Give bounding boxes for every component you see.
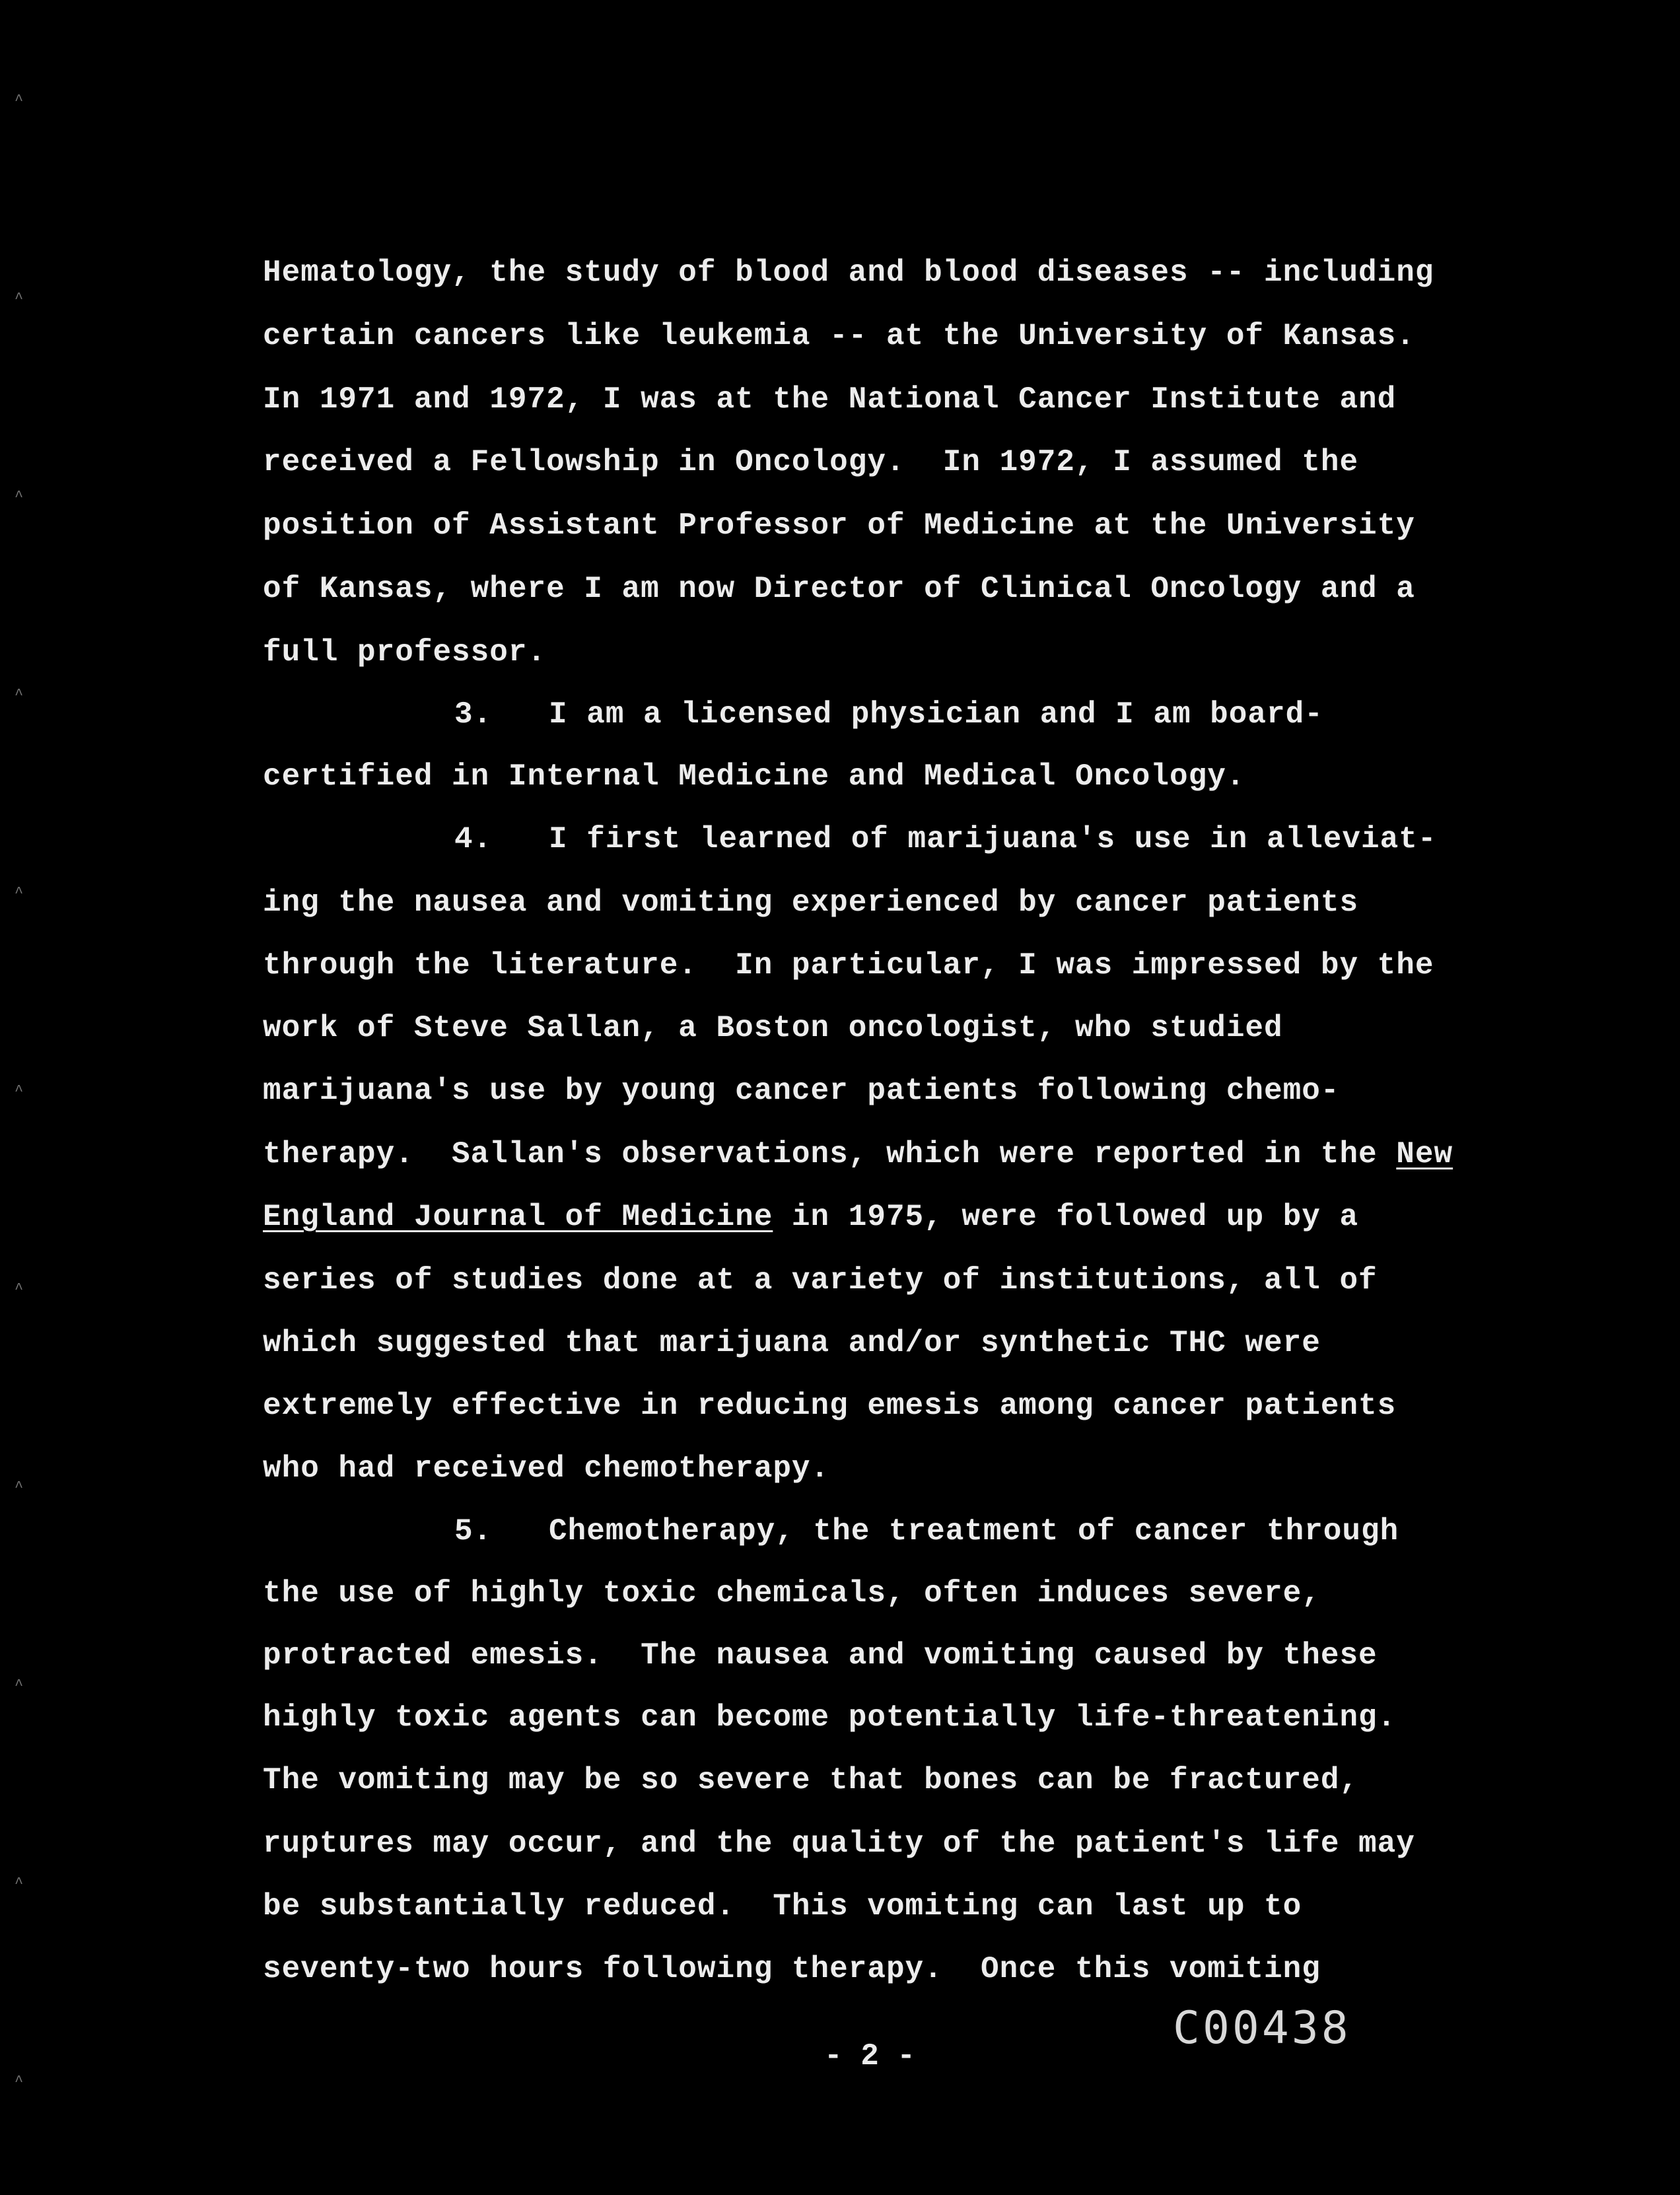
scan-edge-mark: ^ bbox=[15, 1875, 24, 1892]
text-line-1: Hematology, the study of blood and blood diseases -- including bbox=[263, 256, 1434, 290]
scan-edge-mark: ^ bbox=[15, 291, 24, 307]
text-line-3: In 1971 and 1972, I was at the National Cancer Institute and bbox=[263, 382, 1397, 417]
scan-edge-mark: ^ bbox=[15, 1479, 24, 1496]
text-line-23: protracted emesis. The nausea and vomiting caused by these bbox=[263, 1638, 1378, 1673]
text-line-24: highly toxic agents can become potentially life-threatening. bbox=[263, 1700, 1397, 1735]
text-line-14: marijuana's use by young cancer patients following chemo- bbox=[263, 1074, 1340, 1108]
text-line-11: ing the nausea and vomiting experienced by cancer patients bbox=[263, 886, 1359, 920]
bates-number: C00438 bbox=[1173, 2002, 1351, 2054]
text-line-7: full professor. bbox=[263, 635, 547, 670]
text-line-15-main: therapy. Sallan's observations, which were reported in the bbox=[263, 1137, 1397, 1171]
scan-edge-mark: ^ bbox=[15, 489, 24, 505]
text-line-19: extremely effective in reducing emesis among cancer patients bbox=[263, 1389, 1397, 1423]
text-line-15 bbox=[263, 1136, 1453, 1173]
scan-edge-mark: ^ bbox=[15, 687, 24, 703]
text-line-4: received a Fellowship in Oncology. In 1972, I assumed the bbox=[263, 445, 1359, 479]
journal-title-underlined-start: New bbox=[1396, 1137, 1453, 1171]
text-line-2: certain cancers like leukemia -- at the University of Kansas. bbox=[263, 319, 1415, 353]
text-line-6: of Kansas, where I am now Director of Clinical Oncology and a bbox=[263, 572, 1415, 606]
text-line-16 bbox=[263, 1199, 1358, 1236]
scan-edge-mark: ^ bbox=[15, 92, 24, 109]
scan-edge-mark: ^ bbox=[15, 885, 24, 901]
text-line-16-rest: in 1975, were followed up by a bbox=[773, 1200, 1359, 1234]
text-line-13: work of Steve Sallan, a Boston oncologist, who studied bbox=[263, 1011, 1283, 1045]
journal-title-underlined: England Journal of Medicine bbox=[263, 1200, 773, 1234]
paragraph-5-start: 5. Chemotherapy, the treatment of cancer through bbox=[454, 1514, 1399, 1549]
text-line-9: certified in Internal Medicine and Medical Oncology. bbox=[263, 759, 1245, 794]
text-line-27: be substantially reduced. This vomiting can last up to bbox=[263, 1889, 1302, 1924]
text-line-5: position of Assistant Professor of Medicine at the University bbox=[263, 508, 1415, 543]
text-line-26: ruptures may occur, and the quality of the patient's life may bbox=[263, 1827, 1415, 1861]
text-line-28: seventy-two hours following therapy. Once this vomiting bbox=[263, 1952, 1321, 1986]
text-line-12: through the literature. In particular, I was impressed by the bbox=[263, 948, 1434, 983]
text-line-25: The vomiting may be so severe that bones can be fractured, bbox=[263, 1763, 1359, 1797]
scan-edge-mark: ^ bbox=[15, 2073, 24, 2090]
paragraph-3-start: 3. I am a licensed physician and I am board- bbox=[454, 697, 1323, 732]
scan-edge-mark: ^ bbox=[15, 1677, 24, 1694]
text-line-17: series of studies done at a variety of institutions, all of bbox=[263, 1263, 1378, 1298]
text-line-22: the use of highly toxic chemicals, often induces severe, bbox=[263, 1576, 1321, 1611]
page-number: - 2 - bbox=[824, 2039, 916, 2073]
text-line-20: who had received chemotherapy. bbox=[263, 1451, 830, 1486]
scan-edge-mark: ^ bbox=[15, 1083, 24, 1099]
scan-edge-mark: ^ bbox=[15, 1281, 24, 1298]
paragraph-4-start: 4. I first learned of marijuana's use in alleviat- bbox=[454, 822, 1437, 856]
text-line-18: which suggested that marijuana and/or synthetic THC were bbox=[263, 1326, 1321, 1360]
